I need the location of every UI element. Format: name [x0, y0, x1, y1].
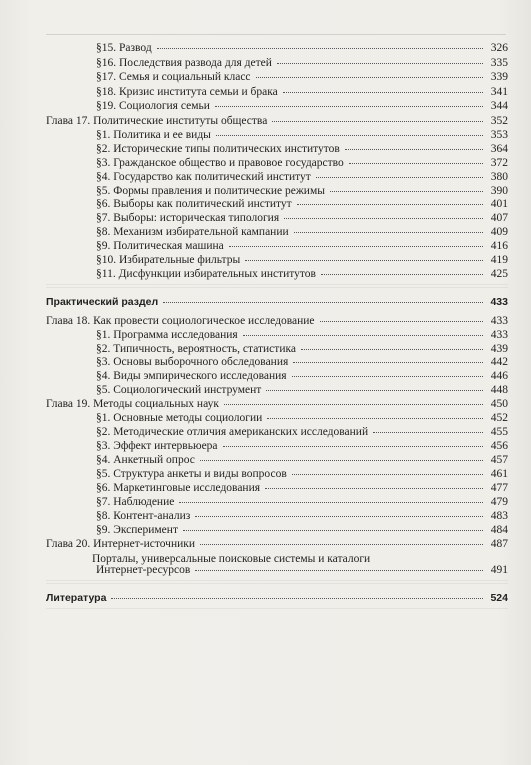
toc-chapter-entry[interactable] [46, 315, 508, 327]
toc-section-entry[interactable] [96, 42, 508, 54]
toc-page-number: 483 [490, 510, 508, 522]
dot-leader [256, 77, 483, 78]
dot-leader [216, 135, 483, 136]
dot-leader [266, 390, 483, 391]
toc-page-number: 479 [490, 496, 508, 508]
toc-entry-title: Практический раздел [46, 296, 159, 308]
toc-entry-title: §7. Выборы: историческая типология [96, 212, 280, 224]
dot-leader [294, 232, 483, 233]
dot-leader [111, 598, 483, 599]
toc-entry-title: Литература [46, 592, 107, 604]
toc-section-entry[interactable] [96, 426, 508, 438]
dot-leader [345, 149, 483, 150]
toc-page-number: 442 [490, 356, 508, 368]
dot-leader [195, 516, 483, 517]
dot-leader [200, 460, 483, 461]
toc-part-entry[interactable] [46, 296, 508, 308]
dot-leader [195, 570, 483, 571]
toc-entry-title: §6. Выборы как политический институт [96, 198, 292, 210]
toc-entry-title: §9. Эксперимент [96, 524, 178, 536]
toc-entry-title: Интернет-ресурсов [96, 564, 191, 576]
toc-section-entry[interactable] [96, 329, 508, 341]
toc-page-number: 353 [490, 129, 508, 141]
dot-leader [283, 92, 483, 93]
toc-entry-title: §7. Наблюдение [96, 496, 175, 508]
dot-leader [284, 218, 483, 219]
toc-page-number: 341 [490, 86, 508, 98]
toc-page-number: 372 [490, 157, 508, 169]
toc-page-number: 339 [490, 71, 508, 83]
toc-section-entry[interactable] [96, 240, 508, 252]
toc-section-entry[interactable] [96, 440, 508, 452]
toc-section-entry[interactable] [96, 129, 508, 141]
dot-leader [223, 446, 483, 447]
toc-page-number: 352 [490, 115, 508, 127]
header-rule [46, 34, 506, 35]
toc-chapter-entry[interactable] [46, 398, 508, 410]
dot-leader [243, 335, 483, 336]
toc-chapter-entry[interactable] [46, 538, 508, 550]
dot-leader [301, 349, 483, 350]
dot-leader [179, 502, 483, 503]
toc-page-number: 448 [490, 384, 508, 396]
toc-entry-title: §18. Кризис института семьи и брака [96, 86, 278, 98]
section-divider [46, 583, 508, 584]
toc-section-entry[interactable] [96, 212, 508, 224]
dot-leader [292, 474, 483, 475]
toc-entry-title: Глава 17. Политические институты общества [46, 115, 268, 127]
toc-section-entry[interactable] [96, 524, 508, 536]
toc-entry-title: §3. Основы выборочного обследования [96, 356, 289, 368]
toc-page-number: 407 [490, 212, 508, 224]
toc-page-number: 491 [490, 564, 508, 576]
toc-section-entry[interactable] [96, 226, 508, 238]
toc-chapter-entry[interactable] [46, 115, 508, 127]
toc-page-number: 446 [490, 370, 508, 382]
toc-page-number: 433 [490, 296, 508, 308]
toc-page-number: 433 [490, 315, 508, 327]
toc-page-number: 487 [490, 538, 508, 550]
toc-page-number: 433 [490, 329, 508, 341]
toc-entry-title: Глава 20. Интернет-источники [46, 538, 196, 550]
toc-section-entry[interactable] [96, 198, 508, 210]
dot-leader [321, 274, 483, 275]
section-divider [46, 284, 508, 285]
toc-page-number: 425 [490, 268, 508, 280]
toc-section-entry[interactable] [96, 157, 508, 169]
section-divider [46, 287, 508, 288]
toc-section-entry[interactable] [96, 412, 508, 424]
toc-section-entry[interactable] [96, 482, 508, 494]
toc-page-number: 409 [490, 226, 508, 238]
toc-entry-title: §4. Государство как политический институт [96, 171, 311, 183]
toc-section-entry[interactable] [96, 370, 508, 382]
toc-entry-title: §2. Типичность, вероятность, статистика [96, 343, 296, 355]
toc-page-number: 477 [490, 482, 508, 494]
toc-section-entry[interactable] [96, 454, 508, 466]
toc-section-entry[interactable] [96, 384, 508, 396]
toc-entry-title: §1. Программа исследования [96, 329, 238, 341]
toc-section-entry[interactable] [96, 564, 508, 576]
toc-entry-title: §8. Контент-анализ [96, 510, 191, 522]
dot-leader [293, 362, 483, 363]
toc-entry-title: §3. Эффект интервьюера [96, 440, 218, 452]
toc-entry-title: §5. Формы правления и политические режимы [96, 185, 325, 197]
toc-entry-title: §8. Механизм избирательной кампании [96, 226, 289, 238]
toc-entry-title: §2. Исторические типы политических институтов [96, 143, 340, 155]
toc-page-number: 457 [490, 454, 508, 466]
toc-page-number: 461 [490, 468, 508, 480]
dot-leader [272, 121, 483, 122]
toc-section-entry[interactable] [96, 496, 508, 508]
toc-page-number: 524 [490, 592, 508, 604]
dot-leader [200, 544, 483, 545]
toc-entry-title: §4. Анкетный опрос [96, 454, 195, 466]
dot-leader [265, 488, 483, 489]
toc-page-number: 390 [490, 185, 508, 197]
dot-leader [163, 302, 483, 303]
toc-section-entry[interactable] [96, 185, 508, 197]
dot-leader [245, 260, 483, 261]
toc-page-number: 364 [490, 143, 508, 155]
dot-leader [229, 246, 483, 247]
toc-page-number: 450 [490, 398, 508, 410]
toc-part-entry[interactable] [46, 592, 508, 604]
toc-continuation-line: Порталы, универсальные поисковые системы и каталоги [92, 553, 371, 565]
toc-entry-title: §9. Политическая машина [96, 240, 224, 252]
toc-section-entry[interactable] [96, 57, 508, 69]
toc-page-number: 335 [490, 57, 508, 69]
toc-section-entry[interactable] [96, 343, 508, 355]
toc-section-entry[interactable] [96, 268, 508, 280]
toc-section-entry[interactable] [96, 254, 508, 266]
toc-entry-title: §19. Социология семьи [96, 100, 210, 112]
toc-entry-title: §5. Структура анкеты и виды вопросов [96, 468, 287, 480]
toc-page-number: 416 [490, 240, 508, 252]
toc-section-entry[interactable] [96, 468, 508, 480]
dot-leader [267, 418, 483, 419]
toc-section-entry[interactable] [96, 143, 508, 155]
toc-entry-title: §15. Развод [96, 42, 152, 54]
toc-section-entry[interactable] [96, 171, 508, 183]
toc-page-number: 439 [490, 343, 508, 355]
toc-page-number: 380 [490, 171, 508, 183]
toc-page-number: 452 [490, 412, 508, 424]
toc-entry-title: §6. Маркетинговые исследования [96, 482, 261, 494]
toc-page-number: 419 [490, 254, 508, 266]
dot-leader [320, 321, 483, 322]
toc-page-number: 326 [490, 42, 508, 54]
toc-entry-title: §11. Дисфункции избирательных институтов [96, 268, 316, 280]
dot-leader [157, 48, 483, 49]
dot-leader [277, 63, 483, 64]
dot-leader [297, 204, 483, 205]
toc-entry-title: §10. Избирательные фильтры [96, 254, 241, 266]
dot-leader [183, 530, 483, 531]
toc-entry-title: §1. Основные методы социологии [96, 412, 263, 424]
toc-entry-title: §2. Методические отличия американских исследований [96, 426, 369, 438]
toc-section-entry[interactable] [96, 356, 508, 368]
dot-leader [316, 177, 483, 178]
toc-section-entry[interactable] [96, 71, 508, 83]
section-divider [46, 580, 508, 581]
toc-entry-title: Глава 18. Как провести социологическое исследование [46, 315, 315, 327]
toc-page-number: 344 [490, 100, 508, 112]
dot-leader [215, 106, 483, 107]
toc-page-number: 456 [490, 440, 508, 452]
toc-entry-title: §16. Последствия развода для детей [96, 57, 272, 69]
toc-entry-title: §5. Социологический инструмент [96, 384, 262, 396]
toc-entry-title: Глава 19. Методы социальных наук [46, 398, 219, 410]
toc-page-number: 484 [490, 524, 508, 536]
dot-leader [224, 404, 483, 405]
toc-section-entry[interactable] [96, 100, 508, 112]
dot-leader [292, 376, 483, 377]
toc-entry-title: §17. Семья и социальный класс [96, 71, 251, 83]
section-divider [46, 608, 508, 609]
dot-leader [373, 432, 483, 433]
toc-section-entry[interactable] [96, 86, 508, 98]
dot-leader [349, 163, 483, 164]
dot-leader [330, 191, 483, 192]
toc-page-number: 455 [490, 426, 508, 438]
toc-entry-title: §4. Виды эмпирического исследования [96, 370, 287, 382]
toc-section-entry[interactable] [96, 510, 508, 522]
toc-page-number: 401 [490, 198, 508, 210]
toc-entry-title: §3. Гражданское общество и правовое государство [96, 157, 344, 169]
toc-entry-title: §1. Политика и ее виды [96, 129, 211, 141]
